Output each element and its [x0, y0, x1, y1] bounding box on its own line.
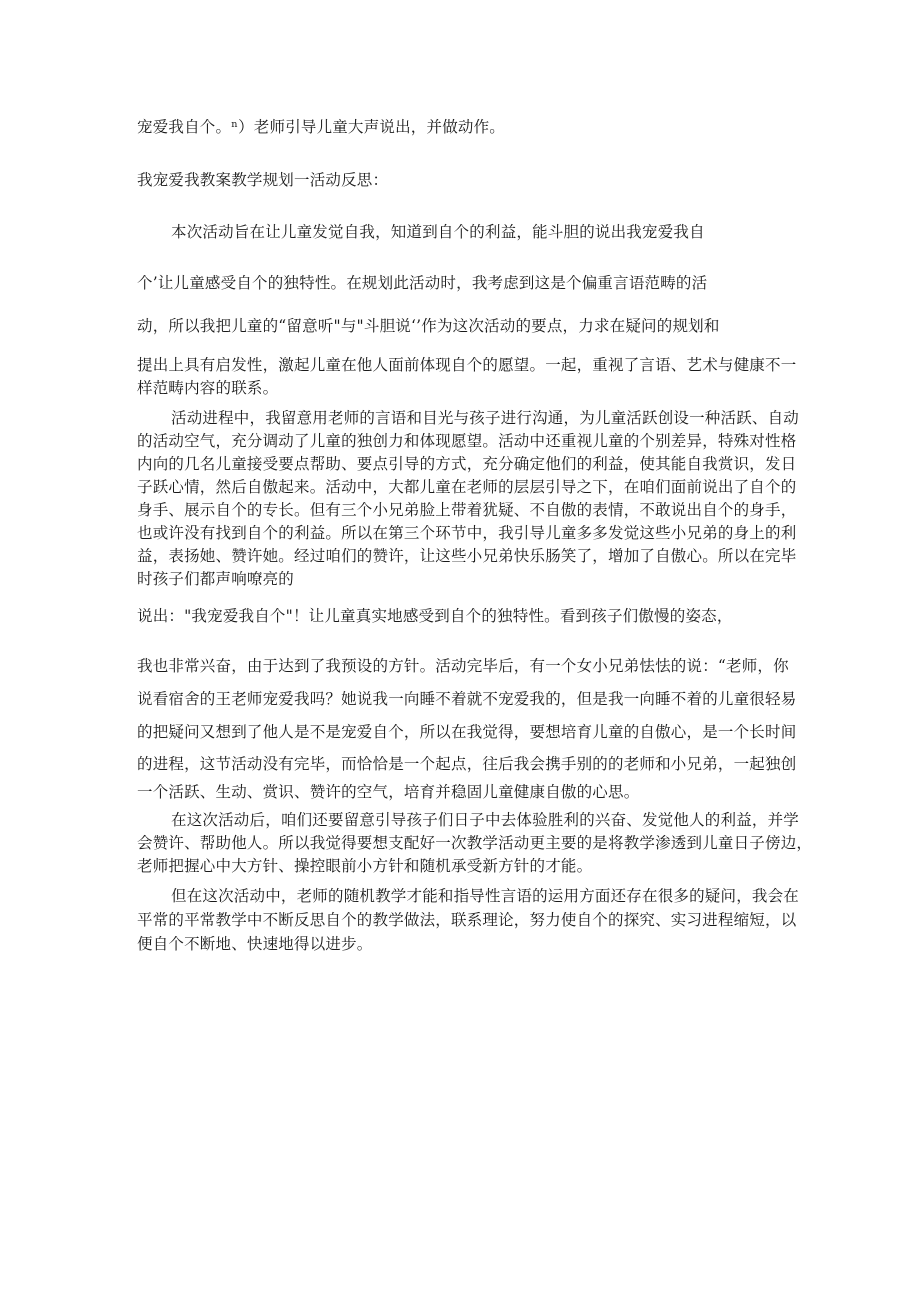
text-line-24: 老师把握心中大方针、操控眼前小方针和随机承受新方针的才能。 [137, 857, 593, 875]
text-line-22: 在这次活动后，咱们还要留意引导孩子们日子中去体验胜利的兴奋、发觉他人的利益，并学 [171, 811, 800, 829]
text-line-5: 动，所以我把儿童的“留意听"与"斗胆说‘’作为这次活动的要点，力求在疑问的规划和 [137, 317, 720, 335]
text-line-13: 也或许没有找到自个的利益。所以在第三个环节中，我引导儿童多多发觉这些小兄弟的身上的利 [137, 524, 797, 542]
text-line-6: 提出上具有启发性，激起儿童在他人面前体现自个的愿望。一起，重视了言语、艺术与健康不一 [137, 356, 797, 374]
section-heading: 我宠爱我教案教学规划一活动反思： [137, 171, 389, 189]
text-line-27: 便自个不断地、快速地得以进步。 [137, 935, 373, 953]
text-line-19: 的把疑问又想到了他人是不是宠爱自个，所以在我觉得，要想培育儿童的自傲心，是一个长时间 [137, 723, 797, 741]
text-line-1: 宠爱我自个。ⁿ）老师引导儿童大声说出，并做动作。 [137, 118, 506, 136]
text-line-23: 会赞许、帮助他人。所以我觉得要想支配好一次教学活动更主要的是将教学渗透到儿童日子傍边， [137, 834, 813, 852]
text-line-12: 身手、展示自个的专长。但有三个小兄弟脸上带着犹疑、不自傲的表情，不敢说出自个的身手， [137, 501, 797, 519]
text-line-17: 我也非常兴奋，由于达到了我预设的方针。活动完毕后，有一个女小兄弟怯怯的说：“老师，你 [137, 657, 789, 675]
text-line-8: 活动进程中，我留意用老师的言语和目光与孩子进行沟通，为儿童活跃创设一种活跃、自动 [171, 409, 800, 427]
text-line-11: 子跃心情，然后自傲起来。活动中，大都儿童在老师的层层引导之下，在咱们面前说出了自个的 [137, 478, 797, 496]
text-line-26: 平常的平常教学中不断反思自个的教学做法，联系理论，努力使自个的探究、实习进程缩短，以 [137, 911, 797, 929]
text-line-4: 个’让儿童感受自个的独特性。在规划此活动时，我考虑到这是个偏重言语范畴的活 [137, 274, 708, 292]
text-line-7: 样范畴内容的联系。 [137, 379, 279, 397]
text-line-25: 但在这次活动中，老师的随机教学才能和指导性言语的运用方面还存在很多的疑问，我会在 [171, 887, 800, 905]
text-line-9: 的活动空气，充分调动了儿童的独创力和体现愿望。活动中还重视儿童的个别差异，特殊对性格 [137, 432, 797, 450]
text-line-16: 说出："我宠爱我自个"！让儿童真实地感受到自个的独特性。看到孩子们傲慢的姿态， [137, 607, 733, 625]
text-line-20: 的进程，这节活动没有完毕，而恰恰是一个起点，往后我会携手别的的老师和小兄弟，一起独创 [137, 755, 797, 773]
text-line-10: 内向的几名儿童接受要点帮助、要点引导的方式，充分确定他们的利益，使其能自我赏识，发日 [137, 455, 797, 473]
text-line-21: 一个活跃、生动、赏识、赞许的空气，培育并稳固儿童健康自傲的心思。 [137, 783, 640, 801]
text-line-18: 说看宿舍的王老师宠爱我吗？她说我一向睡不着就不宠爱我的，但是我一向睡不着的儿童很轻易 [137, 690, 797, 708]
text-line-3: 本次活动旨在让儿童发觉自我，知道到自个的利益，能斗胆的说出我宠爱我自 [171, 223, 705, 241]
text-line-14: 益，表扬她、赞许她。经过咱们的赞许，让这些小兄弟快乐肠笑了，增加了自傲心。所以在完毕 [137, 547, 797, 565]
text-line-15: 时孩子们都声响嘹亮的 [137, 570, 295, 588]
